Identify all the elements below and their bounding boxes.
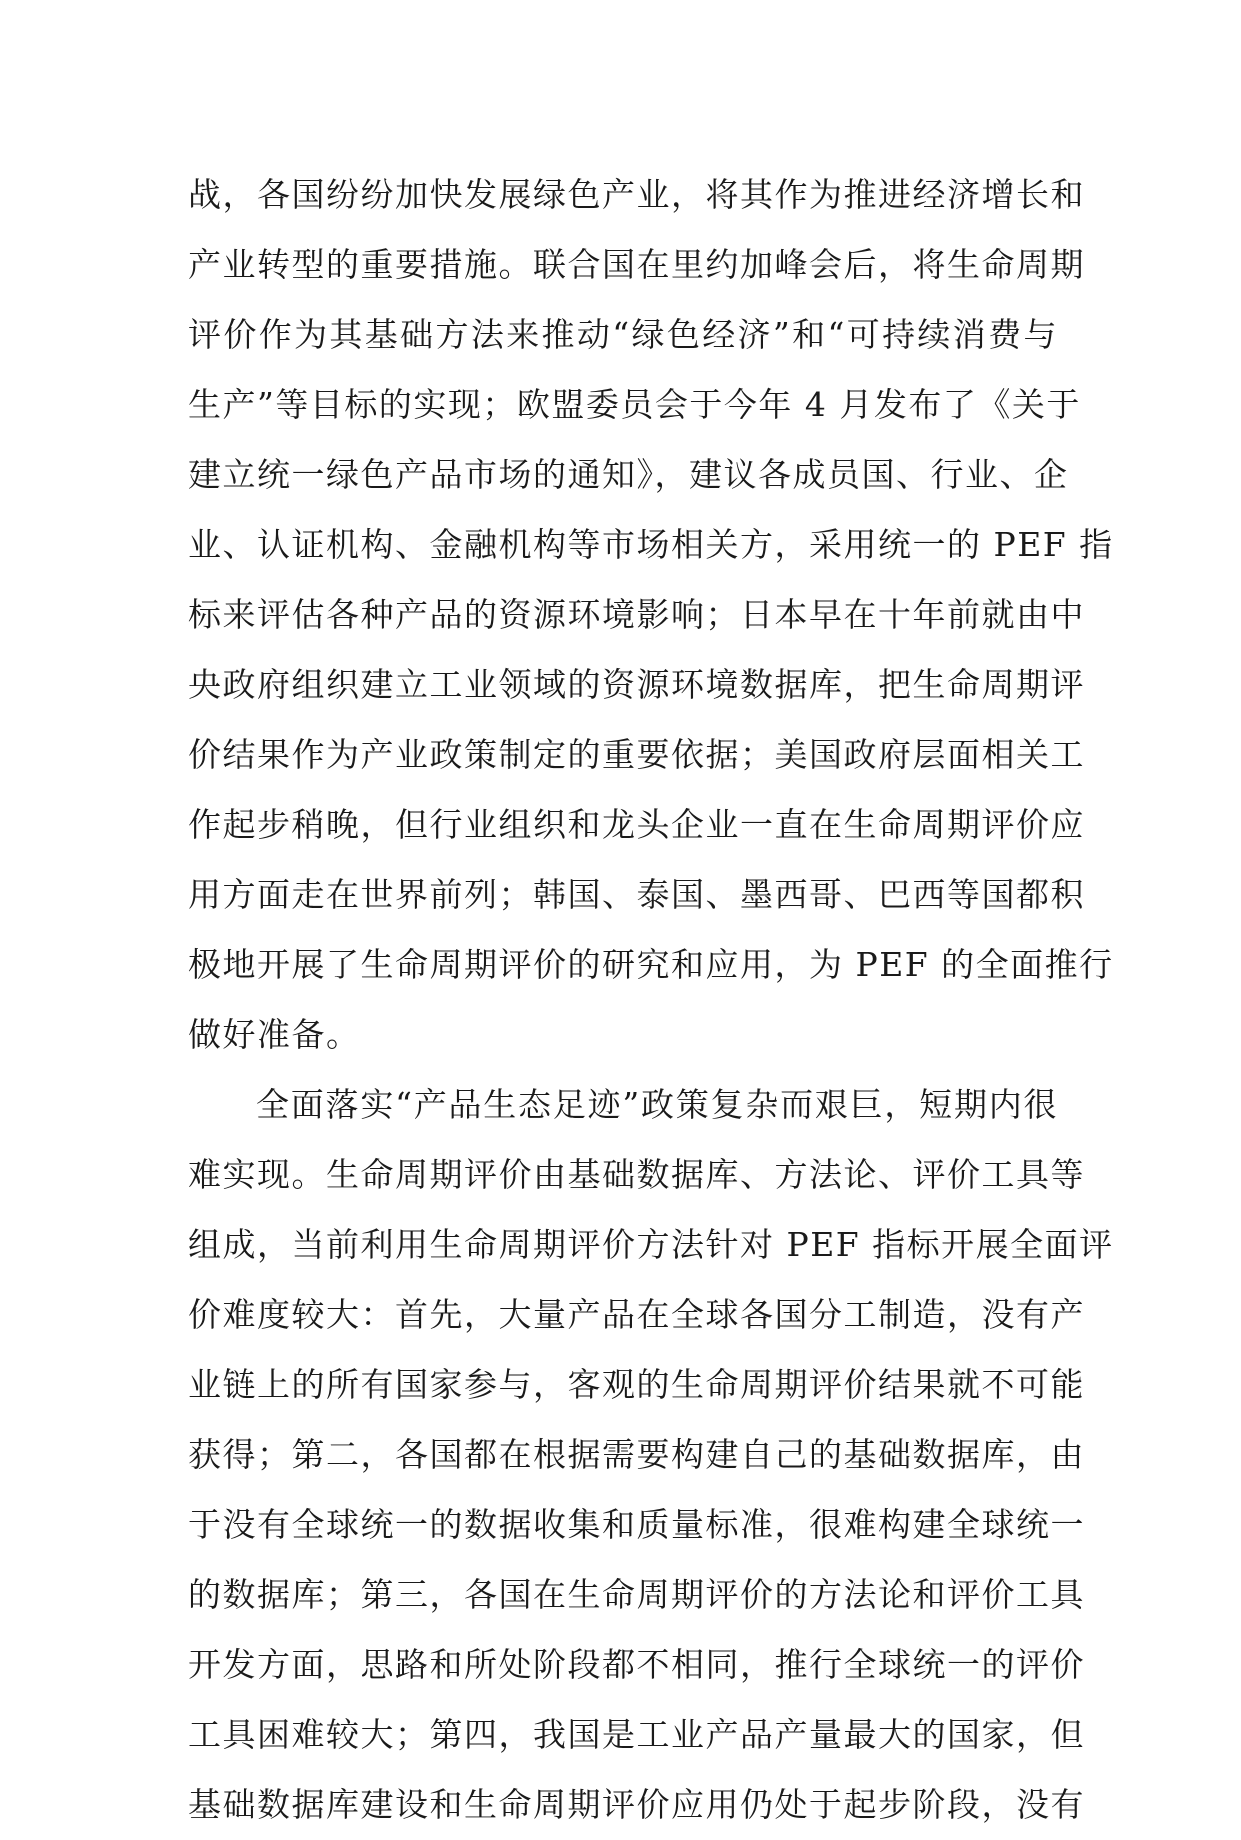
text-line: 标来评估各种产品的资源环境影响；日本早在十年前就由中: [188, 595, 1085, 634]
text-line: 建立统一绿色产品市场的通知》，建议各成员国、行业、企: [188, 455, 1069, 494]
text-line: 业、认证机构、金融机构等市场相关方，采用统一的 PEF 指: [188, 525, 1114, 564]
text-line: 产业转型的重要措施。联合国在里约加峰会后，将生命周期: [188, 245, 1085, 284]
text-line: 难实现。生命周期评价由基础数据库、方法论、评价工具等: [188, 1155, 1085, 1194]
paragraph-2: [188, 1070, 1114, 1840]
text-line: 生产”等目标的实现；欧盟委员会于今年 4 月发布了《关于: [188, 385, 1081, 424]
text-line: 评价作为其基础方法来推动“绿色经济”和“可持续消费与: [188, 315, 1058, 354]
text-line: 价结果作为产业政策制定的重要依据；美国政府层面相关工: [188, 735, 1085, 774]
text-line: 做好准备。: [188, 1015, 361, 1054]
paragraph-1: [188, 160, 1114, 1070]
text-line: 开发方面，思路和所处阶段都不相同，推行全球统一的评价: [188, 1645, 1085, 1684]
text-line: 极地开展了生命周期评价的研究和应用，为 PEF 的全面推行: [188, 945, 1114, 984]
text-line: 作起步稍晚，但行业组织和龙头企业一直在生命周期评价应: [188, 805, 1085, 844]
text-line: 业链上的所有国家参与，客观的生命周期评价结果就不可能: [188, 1365, 1085, 1404]
text-line: 组成，当前利用生命周期评价方法针对 PEF 指标开展全面评: [188, 1225, 1114, 1264]
text-line: 全面落实“产品生态足迹”政策复杂而艰巨，短期内很: [256, 1085, 1058, 1124]
text-line: 于没有全球统一的数据收集和质量标准，很难构建全球统一: [188, 1505, 1085, 1544]
text-line: 基础数据库建设和生命周期评价应用仍处于起步阶段，没有: [188, 1785, 1085, 1824]
body-text: [188, 160, 1114, 1840]
text-line: 的数据库；第三，各国在生命周期评价的方法论和评价工具: [188, 1575, 1085, 1614]
text-line: 战，各国纷纷加快发展绿色产业，将其作为推进经济增长和: [188, 175, 1085, 214]
text-line: 价难度较大：首先，大量产品在全球各国分工制造，没有产: [188, 1295, 1085, 1334]
text-line: 央政府组织建立工业领域的资源环境数据库，把生命周期评: [188, 665, 1085, 704]
text-line: 获得；第二，各国都在根据需要构建自己的基础数据库，由: [188, 1435, 1085, 1474]
text-line: 工具困难较大；第四，我国是工业产品产量最大的国家，但: [188, 1715, 1085, 1754]
text-line: 用方面走在世界前列；韩国、泰国、墨西哥、巴西等国都积: [188, 875, 1085, 914]
